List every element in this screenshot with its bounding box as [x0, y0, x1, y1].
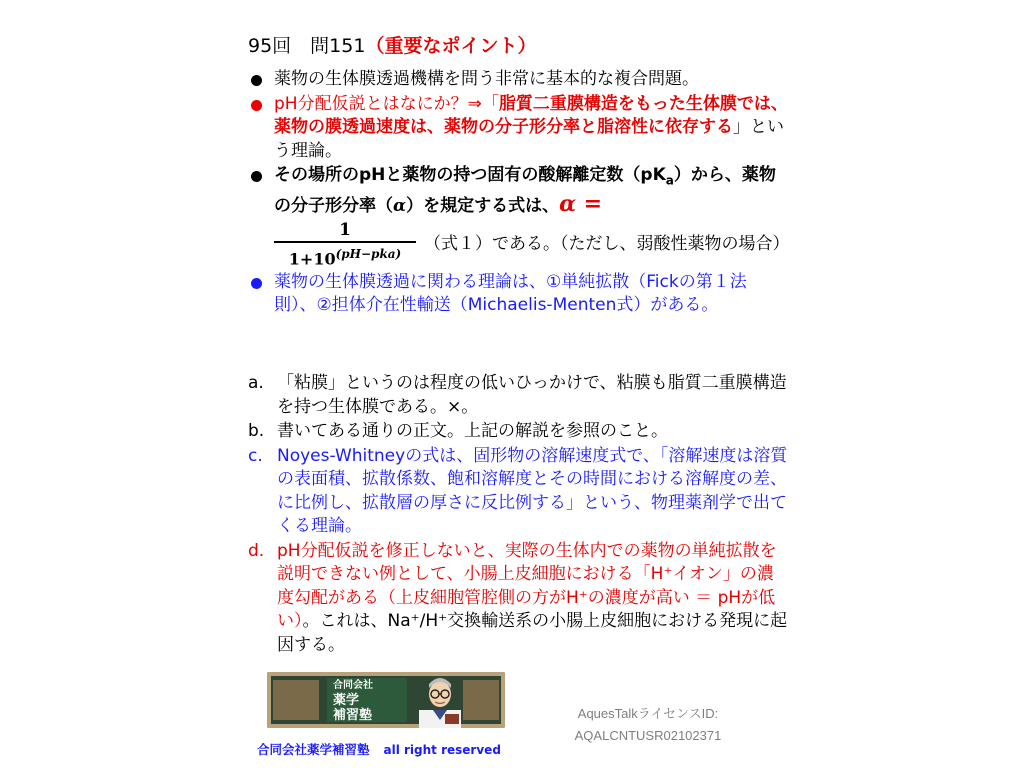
formula-denominator — [289, 244, 401, 269]
bullet-text: 薬物の生体膜透過機構を問う非常に基本的な複合問題。 — [274, 69, 699, 89]
answer-label: a. — [248, 373, 264, 393]
answer-text: Noyes-Whitneyの式は、固形物の溶解速度式で、「溶解速度は溶質の表面積、拡散係数、飽和溶解度とその時間における溶解度の差、に比例し、拡散層の厚さに反比例する」という、物理薬剤学で出てくる理論。 — [277, 445, 788, 536]
license-line-2: AQALCNTUSR02102371 — [574, 728, 722, 743]
answer-text-red: pH分配仮説を修正しないと、実際の生体内での薬物の単純拡散を説明できない例として、小腸上皮細胞における「H⁺イオン」の濃度勾配がある（上皮細胞管腔側の方がH⁺の濃度が高い ＝ pHが低い） — [277, 540, 777, 631]
pka-subscript: a — [665, 173, 674, 188]
footer-company — [257, 740, 501, 758]
bullet-dot-icon — [251, 100, 262, 111]
bullet-text-after: 」という理論。 — [274, 117, 784, 161]
bullet-text-before: pH分配仮説とはなにか？⇒「 — [274, 93, 499, 114]
answer-item-c — [248, 445, 788, 539]
answer-label: c. — [248, 445, 263, 466]
rights-text: all right reserved — [383, 743, 501, 757]
license-info — [563, 703, 733, 747]
bullet-item-2 — [248, 93, 788, 164]
bullet-dot-icon — [251, 171, 262, 182]
bullet-text-strong-2: ）から、薬物の分子形分率（ — [274, 165, 776, 216]
license-line-1: AquesTalkライセンスID: — [577, 706, 719, 721]
answer-item-b — [248, 420, 788, 444]
bullet-dot-icon — [251, 75, 262, 86]
answer-text-black: 。これは、Na⁺/H⁺交換輸送系の小腸上皮細胞における発現に起因する。 — [277, 611, 788, 655]
chalkboard-text — [333, 678, 373, 723]
teacher-illustration-icon — [415, 674, 465, 728]
formula-numerator: 1 — [339, 220, 351, 241]
slide-title — [248, 34, 536, 58]
answer-label: d. — [248, 540, 265, 561]
logo-line-3: 補習塾 — [333, 708, 373, 723]
alpha-symbol: α — [393, 195, 407, 216]
formula-fraction — [274, 220, 416, 269]
bullet-text: 薬物の生体膜透過に関わる理論は、①単純拡散（Fickの第１法則）、②担体介在性輸送（Michaelis-Menten式）がある。 — [274, 271, 747, 316]
title-prefix: 95回 問151 — [248, 35, 366, 57]
denominator-exponent: (pH−pka) — [335, 247, 402, 262]
denominator-base: 1+10 — [288, 249, 336, 269]
bullet-dot-icon — [251, 278, 262, 289]
fraction-bar — [274, 241, 416, 243]
bullet-item-1 — [248, 68, 788, 92]
answer-list — [248, 372, 788, 658]
bullet-list — [248, 68, 788, 319]
formula-line — [274, 220, 788, 269]
bullet-text-strong-3: ）を規定する式は、 — [406, 195, 560, 216]
answer-text: 書いてある通りの正文。上記の解説を参照のこと。 — [277, 421, 668, 441]
bullet-item-3 — [248, 164, 788, 270]
formula-lhs: α = — [559, 190, 603, 217]
company-logo-banner — [267, 672, 505, 728]
answer-item-a — [248, 372, 788, 419]
answer-item-d — [248, 540, 788, 658]
company-name: 合同会社薬学補習塾 — [257, 742, 370, 757]
formula-after-text: （式１）である。（ただし、弱酸性薬物の場合） — [424, 234, 790, 255]
answer-text: 「粘膜」というのは程度の低いひっかけで、粘膜も脂質二重膜構造を持つ生体膜である。×。 — [277, 373, 787, 417]
bullet-text-strong-1: その場所のpHと薬物の持つ固有の酸解離定数（pK — [274, 165, 666, 185]
answer-label: b. — [248, 421, 265, 441]
logo-line-1: 合同会社 — [333, 680, 373, 691]
title-highlight: （重要なポイント） — [365, 35, 537, 57]
bullet-text-strong: 脂質二重膜構造をもった生体膜では、薬物の膜透過速度は、薬物の分子形分率と脂溶性に依存する — [274, 93, 788, 137]
logo-line-2: 薬学 — [333, 693, 360, 708]
bullet-item-4 — [248, 271, 788, 318]
